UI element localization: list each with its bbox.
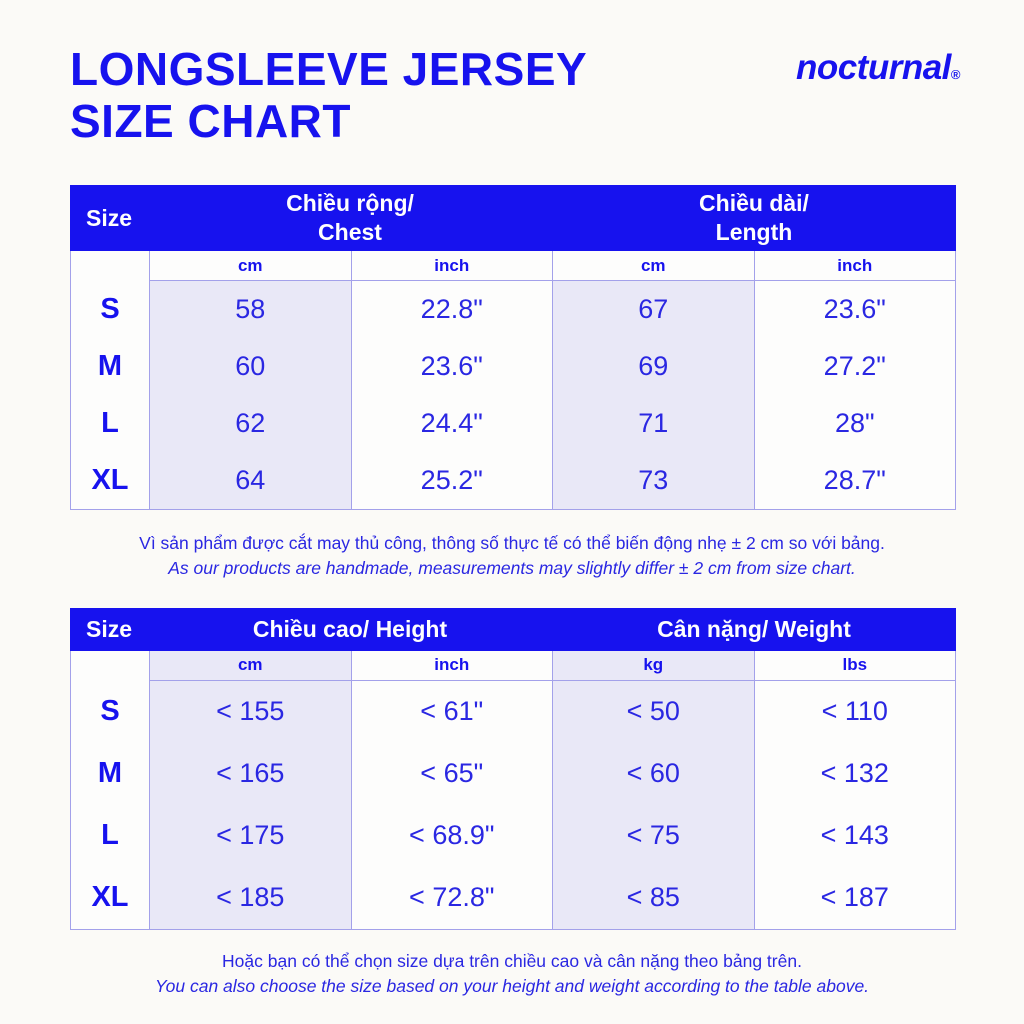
row-l-height-cm: < 175	[149, 805, 351, 867]
subheader-cm: cm	[149, 251, 351, 281]
choose-size-note-en: You can also choose the size based on your height and weight according to the table above.	[154, 976, 870, 997]
handmade-note	[0, 531, 1024, 582]
subheader-inch: inch	[351, 651, 553, 681]
page-header	[0, 0, 1024, 147]
header-chest-en: Chest	[318, 219, 382, 246]
row-m-chest-inch: 23.6"	[351, 338, 553, 395]
header-chest-vi: Chiều rộng/	[286, 190, 414, 217]
row-l-size: L	[101, 407, 119, 440]
row-l-weight-lbs: < 143	[754, 805, 956, 867]
row-s-height-cm: < 155	[149, 681, 351, 743]
page-title	[70, 44, 587, 147]
header-length	[552, 189, 956, 247]
subheader-empty	[71, 251, 149, 281]
row-s-chest-inch: 22.8"	[351, 281, 553, 338]
header-length-en: Length	[715, 219, 793, 246]
chest-length-table-body	[70, 251, 956, 510]
row-xl-weight-lbs: < 187	[754, 867, 956, 929]
row-xl-length-cm: 73	[552, 452, 754, 509]
header-size: Size	[85, 204, 133, 231]
row-xl-chest-inch: 25.2"	[351, 452, 553, 509]
handmade-note-en: As our products are handmade, measurements may slightly differ ± 2 cm from size chart.	[168, 558, 856, 579]
chest-length-table	[70, 185, 956, 510]
brand-logo	[796, 48, 960, 88]
row-l-height-inch: < 68.9"	[351, 805, 553, 867]
row-m-height-cm: < 165	[149, 743, 351, 805]
header-height: Chiều cao/ Height	[252, 615, 448, 642]
row-m-size: M	[97, 350, 123, 383]
row-xl-weight-kg: < 85	[552, 867, 754, 929]
subheader-cm: cm	[552, 251, 754, 281]
row-m-weight-lbs: < 132	[754, 743, 956, 805]
header-chest	[148, 189, 552, 247]
handmade-note-vi: Vì sản phẩm được cắt may thủ công, thông số thực tế có thể biến động nhẹ ± 2 cm so với bảng.	[139, 533, 885, 554]
height-weight-table-body	[70, 651, 956, 930]
row-s-length-inch: 23.6"	[754, 281, 956, 338]
height-weight-table	[70, 608, 956, 930]
choose-size-note	[0, 949, 1024, 1000]
row-s-size: S	[100, 695, 120, 728]
row-m-length-cm: 69	[552, 338, 754, 395]
header-weight: Cân nặng/ Weight	[657, 615, 851, 642]
row-xl-size: XL	[91, 881, 129, 914]
page-title-line2: SIZE CHART	[70, 94, 351, 147]
subheader-inch: inch	[754, 251, 956, 281]
row-m-height-inch: < 65"	[351, 743, 553, 805]
row-s-size: S	[100, 293, 120, 326]
row-xl-chest-cm: 64	[149, 452, 351, 509]
row-l-length-cm: 71	[552, 395, 754, 452]
row-l-chest-inch: 24.4"	[351, 395, 553, 452]
row-s-length-cm: 67	[552, 281, 754, 338]
row-xl-length-inch: 28.7"	[754, 452, 956, 509]
row-l-chest-cm: 62	[149, 395, 351, 452]
choose-size-note-vi: Hoặc bạn có thể chọn size dựa trên chiều cao và cân nặng theo bảng trên.	[222, 950, 802, 971]
subheader-cm: cm	[149, 651, 351, 681]
row-s-weight-kg: < 50	[552, 681, 754, 743]
row-m-weight-kg: < 60	[552, 743, 754, 805]
chest-length-table-header	[70, 185, 956, 251]
header-size: Size	[85, 615, 133, 642]
subheader-lbs: lbs	[754, 651, 956, 681]
page-title-line1: LONGSLEEVE JERSEY	[70, 43, 588, 95]
subheader-empty	[71, 651, 149, 681]
row-s-height-inch: < 61"	[351, 681, 553, 743]
row-s-weight-lbs: < 110	[754, 681, 956, 743]
row-xl-height-cm: < 185	[149, 867, 351, 929]
row-l-size: L	[101, 819, 119, 852]
row-xl-height-inch: < 72.8"	[351, 867, 553, 929]
header-length-vi: Chiều dài/	[699, 190, 809, 217]
row-l-length-inch: 28"	[754, 395, 956, 452]
subheader-inch: inch	[351, 251, 553, 281]
registered-trademark-icon: ®	[950, 67, 960, 82]
row-m-size: M	[97, 757, 123, 790]
subheader-kg: kg	[552, 651, 754, 681]
row-s-chest-cm: 58	[149, 281, 351, 338]
height-weight-table-header	[70, 608, 956, 651]
row-m-length-inch: 27.2"	[754, 338, 956, 395]
row-m-chest-cm: 60	[149, 338, 351, 395]
row-xl-size: XL	[91, 464, 129, 497]
brand-name: nocturnal	[795, 48, 951, 87]
row-l-weight-kg: < 75	[552, 805, 754, 867]
